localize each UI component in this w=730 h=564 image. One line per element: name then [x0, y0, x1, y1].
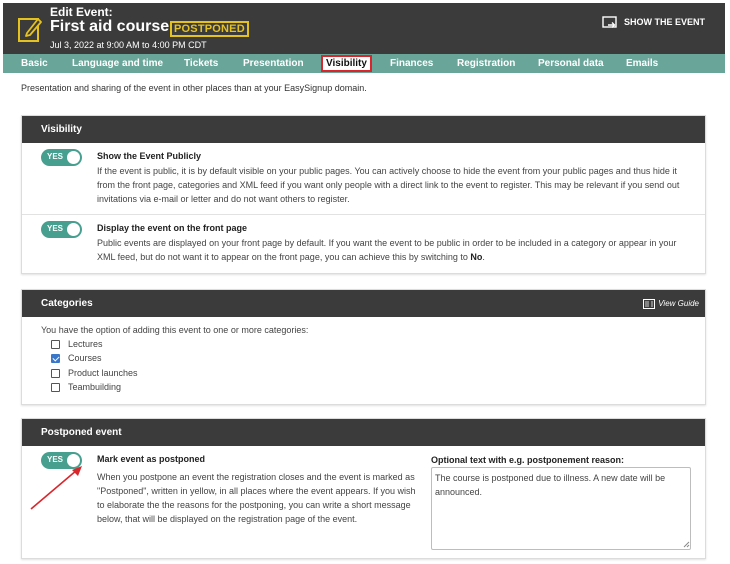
- annotation-arrow-icon: [25, 462, 85, 512]
- checkbox[interactable]: [51, 383, 60, 392]
- front-page-title: Display the event on the front page: [97, 223, 248, 233]
- page-intro: Presentation and sharing of the event in other places than at your EasySignup domain.: [21, 83, 367, 93]
- status-badge: POSTPONED: [170, 21, 249, 37]
- category-product-launches[interactable]: [51, 367, 138, 379]
- category-label: Teambuilding: [68, 382, 122, 392]
- category-label: Lectures: [68, 339, 103, 349]
- front-page-row: [22, 215, 705, 273]
- event-header: [3, 3, 725, 54]
- front-page-toggle[interactable]: [41, 221, 82, 238]
- categories-header: [22, 290, 705, 317]
- checkbox-checked[interactable]: [51, 354, 60, 363]
- view-guide-link[interactable]: [643, 290, 699, 317]
- guide-icon: [643, 299, 655, 309]
- mark-postponed-row: [22, 446, 705, 558]
- tab-bar: [3, 54, 725, 73]
- categories-intro: You have the option of adding this event to one or more categories:: [41, 325, 309, 335]
- postponement-reason-label: Optional text with e.g. postponement reason:: [431, 455, 625, 465]
- event-title: First aid course: [50, 18, 170, 35]
- toggle-knob: [67, 223, 80, 236]
- toggle-yes-label: YES: [47, 455, 64, 464]
- mark-postponed-title: Mark event as postponed: [97, 454, 206, 464]
- mark-postponed-desc: When you postpone an event the registration closes and the event is marked as "Postponed", written in yellow, in all places where the event appears. If you wish to elaborate the the reasons for the postponing, you can write a short message below, that will be displayed on the registration page of the event.: [97, 472, 416, 524]
- tab-presentation[interactable]: Presentation: [243, 58, 304, 69]
- tab-finances[interactable]: Finances: [390, 58, 434, 69]
- checkbox[interactable]: [51, 340, 60, 349]
- edit-icon: [18, 15, 42, 43]
- visibility-panel: [21, 115, 706, 274]
- category-lectures[interactable]: [51, 338, 103, 350]
- resize-grip-icon[interactable]: [682, 540, 690, 548]
- checkbox[interactable]: [51, 369, 60, 378]
- tab-tickets[interactable]: Tickets: [184, 58, 219, 69]
- show-publicly-toggle[interactable]: [41, 149, 82, 166]
- tab-emails[interactable]: Emails: [626, 58, 659, 69]
- category-label: Courses: [68, 353, 102, 363]
- event-date: Jul 3, 2022 at 9:00 AM to 4:00 PM CDT: [50, 40, 207, 50]
- tab-language-and-time[interactable]: Language and time: [72, 58, 164, 69]
- categories-title: Categories: [41, 298, 93, 309]
- tab-visibility[interactable]: Visibility: [321, 55, 372, 72]
- category-label: Product launches: [68, 368, 138, 378]
- show-event-label: SHOW THE EVENT: [623, 17, 705, 27]
- external-view-icon: [602, 16, 618, 29]
- toggle-yes-label: YES: [47, 224, 64, 233]
- categories-panel: [21, 289, 706, 405]
- tab-personal-data[interactable]: Personal data: [538, 58, 604, 69]
- category-teambuilding[interactable]: [51, 381, 121, 393]
- toggle-knob: [67, 151, 80, 164]
- edit-event-label: Edit Event:: [50, 5, 113, 19]
- tab-basic[interactable]: Basic: [21, 58, 48, 69]
- show-publicly-title: Show the Event Publicly: [97, 151, 202, 161]
- show-publicly-desc: If the event is public, it is by default visible on your public pages. You can actively choose to hide the event from your public pages and thus hide it from the front page, categories and XML feed if you want only people with a direct link to the event to register. This may be relevant if you send out invitations via e-mail or letter and do not want others to register.: [97, 166, 680, 204]
- toggle-yes-label: YES: [47, 152, 64, 161]
- view-guide-label: View Guide: [658, 299, 699, 308]
- category-courses[interactable]: [51, 352, 102, 364]
- show-publicly-row: [22, 143, 705, 215]
- postponement-reason-input[interactable]: [431, 467, 691, 550]
- visibility-title: Visibility: [22, 116, 705, 143]
- tab-registration[interactable]: Registration: [457, 58, 516, 69]
- postponed-panel: [21, 418, 706, 559]
- front-page-desc: Public events are displayed on your front page by default. If you want the event to be public in order to be included in a category or appear in your XML feed, but do not want it to appear on the front page, you can achieve this by switching to No.: [97, 238, 677, 262]
- show-event-button[interactable]: [602, 14, 705, 30]
- postponed-title: Postponed event: [22, 419, 705, 446]
